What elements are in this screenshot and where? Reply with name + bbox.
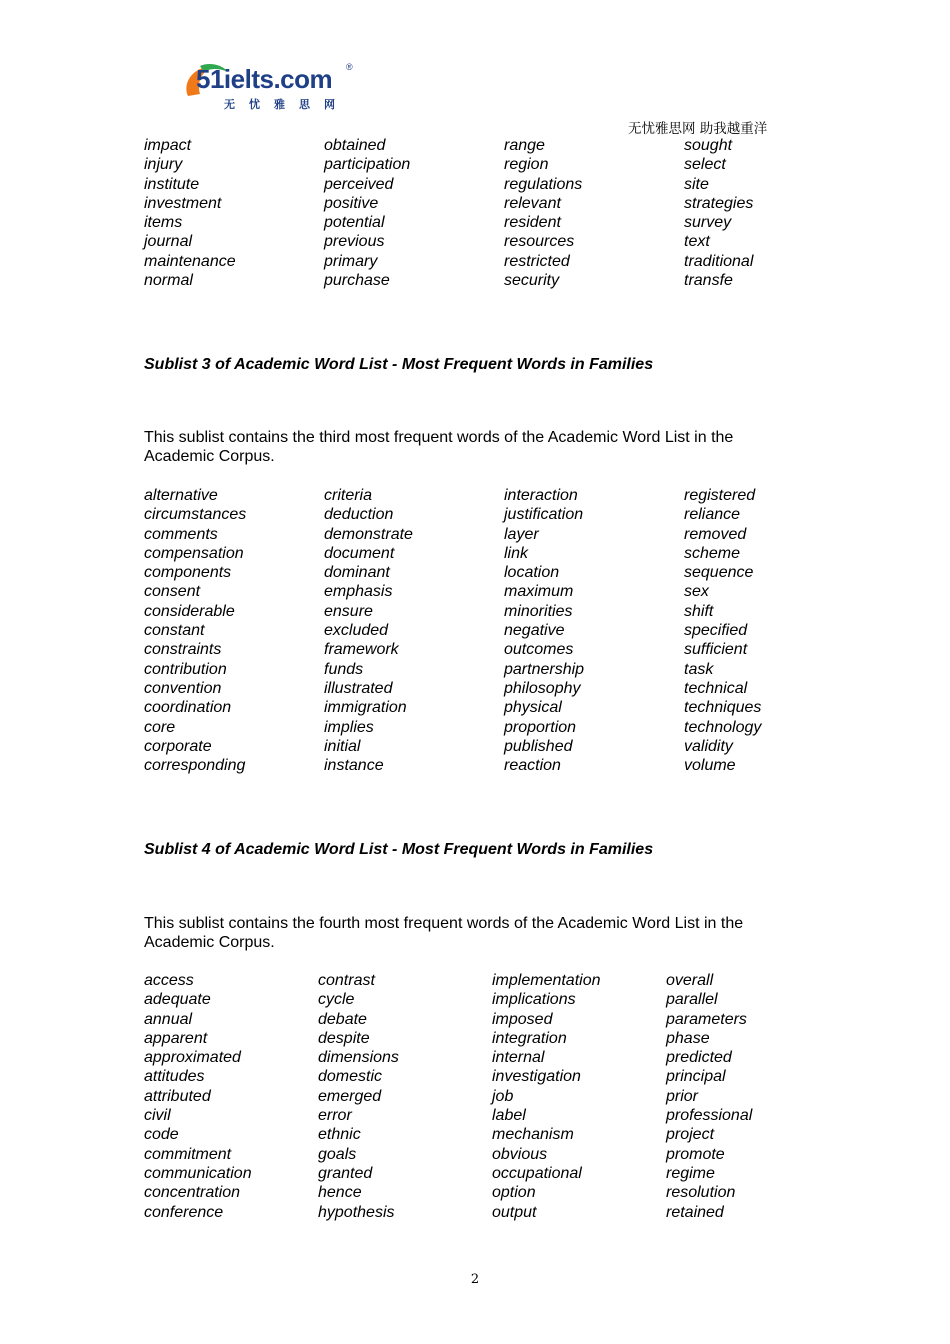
word-item: core — [144, 718, 176, 736]
word-item: perceived — [324, 175, 394, 193]
word-item: items — [144, 214, 183, 232]
word-item: philosophy — [504, 679, 581, 697]
word-item: illustrated — [324, 679, 393, 697]
word-column — [684, 136, 753, 290]
word-item: initial — [324, 737, 361, 755]
word-item: consent — [144, 583, 201, 601]
word-item: framework — [324, 641, 399, 659]
word-item: occupational — [492, 1164, 582, 1182]
word-column — [504, 136, 582, 290]
word-item: circumstances — [144, 506, 247, 524]
word-item: partnership — [504, 660, 585, 678]
word-item: obtained — [324, 137, 386, 154]
word-item: region — [504, 156, 549, 174]
word-item: injury — [144, 156, 183, 174]
word-item: traditional — [684, 252, 754, 270]
word-item: demonstrate — [324, 525, 413, 543]
word-item: project — [666, 1126, 715, 1144]
word-item: overall — [666, 972, 714, 989]
word-item: location — [504, 564, 560, 582]
word-item: output — [492, 1203, 537, 1221]
word-item: domestic — [318, 1068, 383, 1086]
word-item: emerged — [318, 1087, 382, 1105]
word-item: excluded — [324, 622, 389, 640]
word-item: sufficient — [684, 641, 748, 659]
word-item: removed — [684, 525, 747, 543]
word-item: document — [324, 544, 395, 562]
word-item: volume — [684, 757, 736, 775]
word-item: regulations — [504, 175, 583, 193]
word-item: parameters — [666, 1010, 747, 1028]
word-column — [144, 136, 236, 290]
word-item: dimensions — [318, 1049, 399, 1067]
word-column — [324, 486, 413, 775]
word-item: debate — [318, 1010, 367, 1028]
word-item: interaction — [504, 487, 578, 504]
word-item: reliance — [684, 506, 741, 524]
sublist-4-description: This sublist contains the fourth most frequent words of the Academic Word List in the Academic Corpus. — [144, 915, 744, 952]
word-item: previous — [324, 233, 385, 251]
word-item: minorities — [504, 602, 573, 620]
word-column — [318, 971, 399, 1222]
word-item: commitment — [144, 1145, 232, 1163]
word-item: concentration — [144, 1184, 241, 1202]
word-item: imposed — [492, 1010, 553, 1028]
word-item: techniques — [684, 699, 762, 717]
word-item: maximum — [504, 583, 574, 601]
word-item: sought — [684, 137, 733, 154]
sublist-3-description: This sublist contains the third most frequent words of the Academic Word List in the Academic Corpus. — [144, 429, 734, 466]
word-item: layer — [504, 525, 539, 543]
word-item: parallel — [666, 991, 718, 1009]
word-item: registered — [684, 487, 756, 504]
word-item: deduction — [324, 506, 394, 524]
word-item: contribution — [144, 660, 227, 678]
word-item: implications — [492, 991, 576, 1009]
word-item: job — [492, 1087, 514, 1105]
word-item: potential — [324, 214, 385, 232]
site-logo — [178, 60, 358, 116]
word-item: considerable — [144, 602, 235, 620]
word-item: resources — [504, 233, 575, 251]
word-column — [504, 486, 584, 775]
word-item: security — [504, 272, 560, 290]
word-item: resident — [504, 214, 561, 232]
word-item: investment — [144, 194, 222, 212]
word-item: annual — [144, 1010, 193, 1028]
word-item: ethnic — [318, 1126, 361, 1144]
word-item: code — [144, 1126, 179, 1144]
word-item: contrast — [318, 972, 375, 989]
word-item: reaction — [504, 757, 561, 775]
word-item: strategies — [684, 194, 754, 212]
word-item: constant — [144, 622, 205, 640]
word-item: mechanism — [492, 1126, 574, 1144]
word-item: text — [684, 233, 710, 251]
word-item: components — [144, 564, 232, 582]
word-item: instance — [324, 757, 384, 775]
word-item: ensure — [324, 602, 373, 620]
sublist-4-heading: Sublist 4 of Academic Word List - Most Frequent Words in Families — [144, 841, 654, 858]
word-item: implementation — [492, 972, 601, 989]
word-column — [684, 486, 761, 775]
word-column — [144, 971, 252, 1222]
word-item: select — [684, 156, 726, 174]
page-number: 2 — [470, 1272, 480, 1287]
registered-mark: ® — [346, 62, 353, 72]
word-item: positive — [324, 194, 379, 212]
word-item: granted — [318, 1164, 373, 1182]
word-item: normal — [144, 272, 193, 290]
word-item: transfe — [684, 272, 733, 290]
word-item: approximated — [144, 1049, 241, 1067]
word-item: compensation — [144, 544, 244, 562]
word-item: maintenance — [144, 252, 236, 270]
word-item: predicted — [666, 1049, 732, 1067]
header-tagline: 无忧雅思网 助我越重洋 — [628, 121, 768, 137]
word-item: outcomes — [504, 641, 574, 659]
word-item: scheme — [684, 544, 741, 562]
word-item: validity — [684, 737, 733, 755]
logo-wordmark: 51ielts.com — [196, 64, 333, 94]
word-column — [144, 486, 246, 775]
word-item: comments — [144, 525, 218, 543]
word-item: published — [504, 737, 573, 755]
word-item: range — [504, 137, 545, 154]
logo-chinese-subtitle: 无忧雅思网 — [224, 98, 349, 111]
word-item: attitudes — [144, 1068, 205, 1086]
word-column — [324, 136, 410, 290]
word-item: retained — [666, 1203, 724, 1221]
word-item: label — [492, 1107, 526, 1125]
word-item: implies — [324, 718, 374, 736]
word-item: coordination — [144, 699, 232, 717]
word-item: corporate — [144, 737, 212, 755]
word-item: justification — [504, 506, 584, 524]
word-item: hence — [318, 1184, 362, 1202]
word-item: technology — [684, 718, 762, 736]
word-item: journal — [144, 233, 193, 251]
word-column — [492, 971, 601, 1222]
word-item: site — [684, 175, 709, 193]
word-item: sequence — [684, 564, 754, 582]
word-item: restricted — [504, 252, 570, 270]
word-item: institute — [144, 175, 200, 193]
word-item: survey — [684, 214, 732, 232]
word-item: proportion — [504, 718, 577, 736]
word-item: access — [144, 972, 194, 989]
word-item: task — [684, 660, 714, 678]
word-item: negative — [504, 622, 565, 640]
word-item: immigration — [324, 699, 407, 717]
word-item: option — [492, 1184, 536, 1202]
word-item: technical — [684, 679, 748, 697]
word-item: investigation — [492, 1068, 581, 1086]
word-item: internal — [492, 1049, 545, 1067]
word-item: communication — [144, 1164, 252, 1182]
word-item: relevant — [504, 194, 561, 212]
word-item: link — [504, 544, 529, 562]
word-item: cycle — [318, 991, 355, 1009]
word-item: criteria — [324, 487, 373, 504]
word-item: error — [318, 1107, 352, 1125]
sublist-3-heading: Sublist 3 of Academic Word List - Most Frequent Words in Families — [144, 356, 654, 373]
word-item: principal — [666, 1068, 726, 1086]
word-item: funds — [324, 660, 364, 678]
word-item: constraints — [144, 641, 222, 659]
word-item: conference — [144, 1203, 224, 1221]
word-item: hypothesis — [318, 1203, 395, 1221]
word-item: civil — [144, 1107, 171, 1125]
word-item: specified — [684, 622, 748, 640]
word-item: impact — [144, 137, 192, 154]
word-item: primary — [324, 252, 378, 270]
word-item: apparent — [144, 1029, 208, 1047]
word-item: phase — [666, 1029, 710, 1047]
word-item: physical — [504, 699, 562, 717]
word-item: goals — [318, 1145, 357, 1163]
word-column — [666, 971, 752, 1222]
word-item: purchase — [324, 272, 390, 290]
word-item: participation — [324, 156, 411, 174]
word-item: adequate — [144, 991, 211, 1009]
word-item: despite — [318, 1029, 370, 1047]
word-item: promote — [666, 1145, 725, 1163]
word-item: attributed — [144, 1087, 211, 1105]
word-item: obvious — [492, 1145, 548, 1163]
word-item: corresponding — [144, 757, 246, 775]
word-item: convention — [144, 679, 222, 697]
word-item: shift — [684, 602, 714, 620]
word-item: resolution — [666, 1184, 736, 1202]
word-item: professional — [666, 1107, 753, 1125]
word-item: emphasis — [324, 583, 393, 601]
word-item: regime — [666, 1164, 715, 1182]
word-item: sex — [684, 583, 709, 601]
word-item: prior — [666, 1087, 699, 1105]
word-item: dominant — [324, 564, 390, 582]
word-item: integration — [492, 1029, 567, 1047]
word-item: alternative — [144, 487, 218, 504]
